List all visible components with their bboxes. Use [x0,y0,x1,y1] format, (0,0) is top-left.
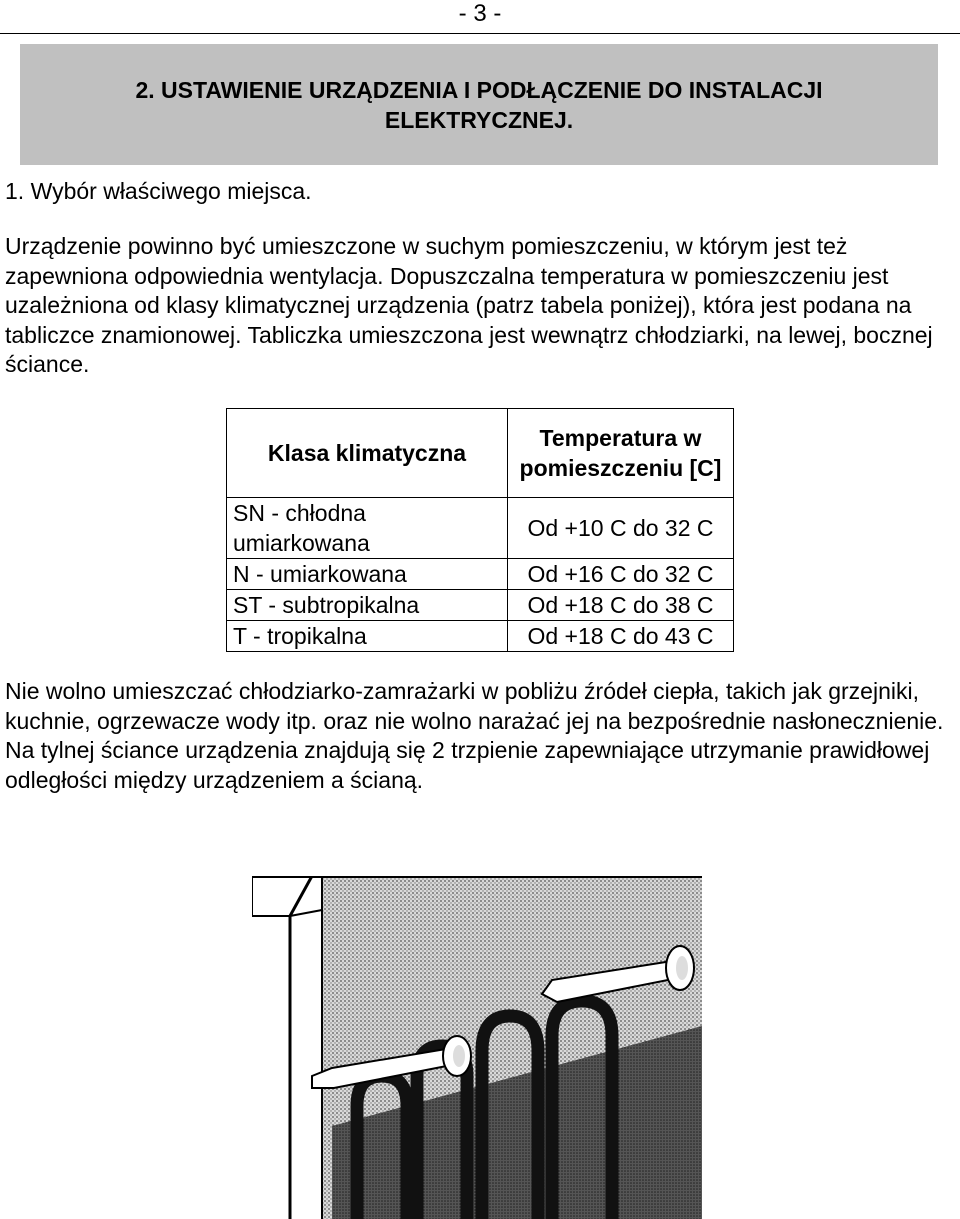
cell-climate-class: ST - subtropikalna [227,590,508,621]
table-row [227,498,734,559]
page-number: - 3 - [458,0,502,27]
spacer-pins-illustration [252,876,702,1219]
cell-temperature-range: Od +16 C do 32 C [508,559,734,590]
table-header-row [227,409,734,498]
table-row [227,621,734,652]
table-row [227,559,734,590]
cell-climate-class: SN - chłodna umiarkowana [227,498,508,559]
section-title-line-2: ELEKTRYCZNEJ. [384,106,574,133]
table-row [227,590,734,621]
cell-temperature-range: Od +18 C do 43 C [508,621,734,652]
appliance-side [252,876,322,1219]
header-rule [0,33,960,34]
cell-temperature-range: Od +18 C do 38 C [508,590,734,621]
header-room-temperature: Temperatura w pomieszczeniu [C] [508,409,734,498]
cell-climate-class: N - umiarkowana [227,559,508,590]
cell-climate-class: T - tropikalna [227,621,508,652]
section-title-line-1: 2. USTAWIENIE URZĄDZENIA I PODŁĄCZENIE DO INSTALACJI [135,76,823,103]
climate-class-table [226,408,734,652]
paragraph-placement: Urządzenie powinno być umieszczone w suchym pomieszczeniu, w którym jest też zapewniona odpowiednia wentylacja. Dopuszczalna temperatura w pomieszczeniu jest uzależniona od klasy klimatycznej urządzenia (patrz tabela poniżej), która jest podana na tabliczce znamionowej. Tabliczka umieszczona jest wewnątrz chłodziarki, na lewej, bocznej ściance. [5,233,933,378]
paragraph-heat-sources: Nie wolno umieszczać chłodziarko-zamrażarki w pobliżu źródeł ciepła, takich jak grzejniki, kuchnie, ogrzewacze wody itp. oraz nie wolno narażać jej na bezpośrednie nasłonecznienie. Na tylnej ściance urządzenia znajdują się 2 trzpienie zapewniające utrzymanie prawidłowej odległości między urządzeniem a ścianą. [5,678,944,793]
header-climate-class: Klasa klimatyczna [227,409,508,498]
section-banner [20,44,938,165]
cell-temperature-range: Od +10 C do 32 C [508,498,734,559]
subsection-title: 1. Wybór właściwego miejsca. [5,178,312,204]
